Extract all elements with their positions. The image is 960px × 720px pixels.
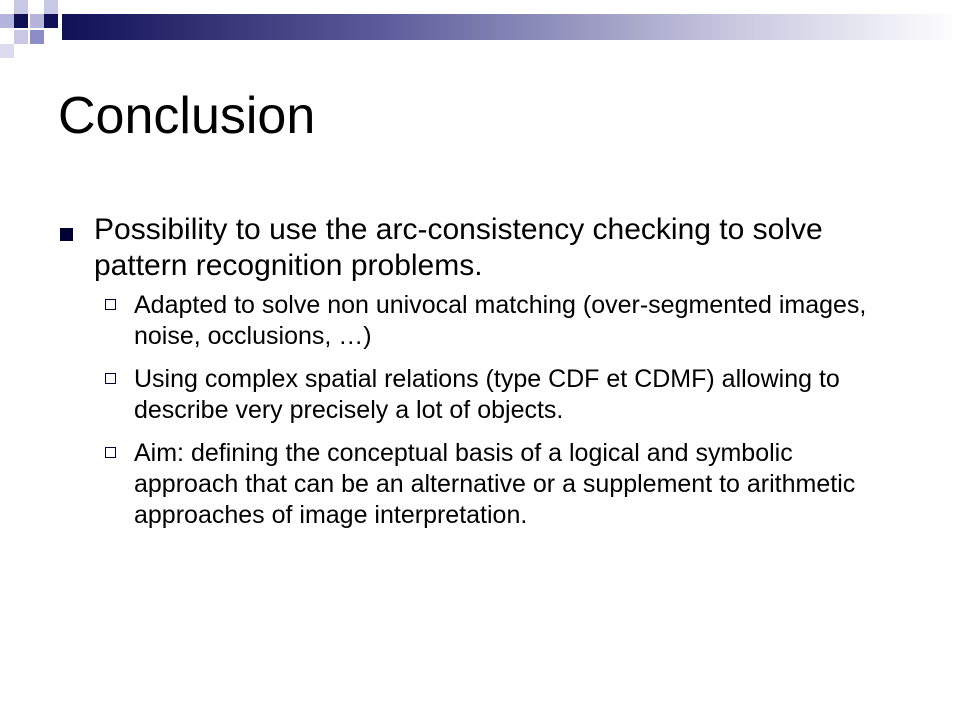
deco-square <box>30 30 44 44</box>
decorative-gradient-bar <box>62 14 960 40</box>
deco-square <box>0 44 14 58</box>
slide-title: Conclusion <box>58 87 316 145</box>
slide-content <box>60 212 900 543</box>
sub-bullet-list <box>100 290 900 531</box>
sub-bullet-item <box>100 364 900 426</box>
deco-square <box>14 14 28 28</box>
sub-bullet-item <box>100 438 900 531</box>
deco-square <box>14 30 28 44</box>
sub-bullet-text: Using complex spatial relations (type CDF et CDMF) allowing to describe very precisely a lot of objects. <box>134 365 840 424</box>
sub-bullet-item <box>100 290 900 352</box>
deco-square <box>44 14 58 28</box>
sub-bullet-text: Adapted to solve non univocal matching (over-segmented images, noise, occlusions, …) <box>134 291 867 350</box>
deco-square <box>14 0 28 14</box>
deco-square <box>44 0 58 14</box>
sub-bullet-text: Aim: defining the conceptual basis of a logical and symbolic approach that can be an alternative or a supplement to arithmetic approaches of image interpretation. <box>134 439 856 529</box>
bullet-item <box>60 212 900 284</box>
hollow-square-bullet-icon <box>105 373 116 384</box>
deco-square <box>0 14 14 28</box>
bullet-text: Possibility to use the arc-consistency checking to solve pattern recognition problems. <box>94 213 823 282</box>
deco-square <box>30 14 44 28</box>
square-bullet-icon <box>60 228 73 241</box>
hollow-square-bullet-icon <box>105 299 116 310</box>
hollow-square-bullet-icon <box>105 447 116 458</box>
